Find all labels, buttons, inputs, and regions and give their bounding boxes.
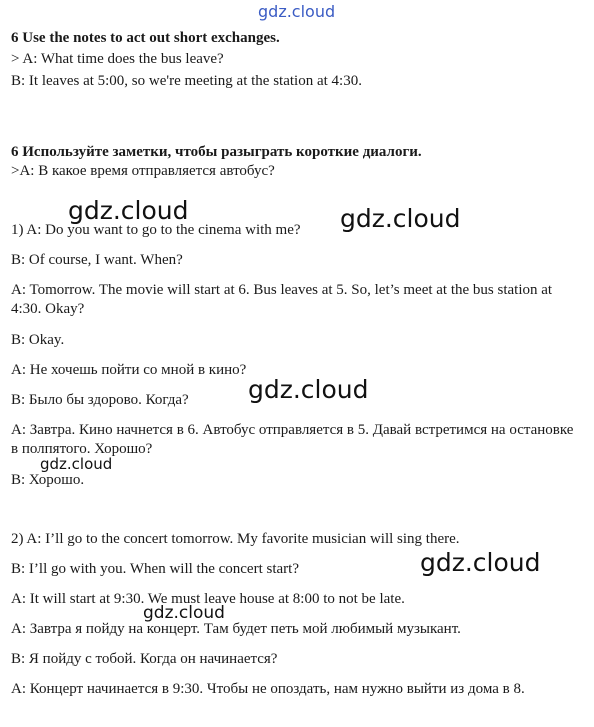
watermark-top: gdz.cloud	[258, 2, 336, 21]
dialog2-line-5: B: Я пойду с тобой. Когда он начинается?	[11, 651, 278, 667]
watermark-3: gdz.cloud	[248, 375, 369, 404]
example-line-a-ru: >A: В какое время отправляется автобус?	[11, 163, 275, 179]
dialog1-line-1: 1) A: Do you want to go to the cinema with me?	[11, 222, 301, 238]
dialog2-line-2: B: I’ll go with you. When will the concert start?	[11, 561, 299, 577]
dialog1-line-5: A: Не хочешь пойти со мной в кино?	[11, 362, 247, 378]
example-line-b-en: B: It leaves at 5:00, so we're meeting at the station at 4:30.	[11, 73, 362, 89]
task-title-ru: 6 Используйте заметки, чтобы разыграть короткие диалоги.	[11, 144, 422, 160]
task-title-en: 6 Use the notes to act out short exchanges.	[11, 30, 280, 46]
dialog1-line-6: B: Было бы здорово. Когда?	[11, 392, 189, 408]
watermark-2: gdz.cloud	[340, 204, 461, 233]
dialog2-line-3: A: It will start at 9:30. We must leave house at 8:00 to not be late.	[11, 591, 405, 607]
dialog1-line-3: A: Tomorrow. The movie will start at 6. Bus leaves at 5. So, let’s meet at the bus station at 4:30. Okay?	[11, 282, 553, 317]
dialog2-line-6: A: Концерт начинается в 9:30. Чтобы не опоздать, нам нужно выйти из дома в 8.	[11, 681, 525, 697]
dialog1-line-8: B: Хорошо.	[11, 472, 85, 488]
dialog1-line-4: B: Okay.	[11, 332, 65, 348]
dialog1-line-7: A: Завтра. Кино начнется в 6. Автобус отправляется в 5. Давай встретимся на остановке в полпятого. Хорошо?	[11, 422, 574, 457]
example-line-a-en: > A: What time does the bus leave?	[11, 51, 224, 67]
watermark-5: gdz.cloud	[420, 548, 541, 577]
dialog1-line-2: B: Of course, I want. When?	[11, 252, 183, 268]
watermark-6: gdz.cloud	[143, 603, 225, 623]
watermark-4: gdz.cloud	[40, 455, 113, 473]
dialog2-line-1: 2) A: I’ll go to the concert tomorrow. My favorite musician will sing there.	[11, 531, 460, 547]
watermark-1: gdz.cloud	[68, 196, 189, 225]
dialog2-line-4: A: Завтра я пойду на концерт. Там будет петь мой любимый музыкант.	[11, 621, 461, 637]
